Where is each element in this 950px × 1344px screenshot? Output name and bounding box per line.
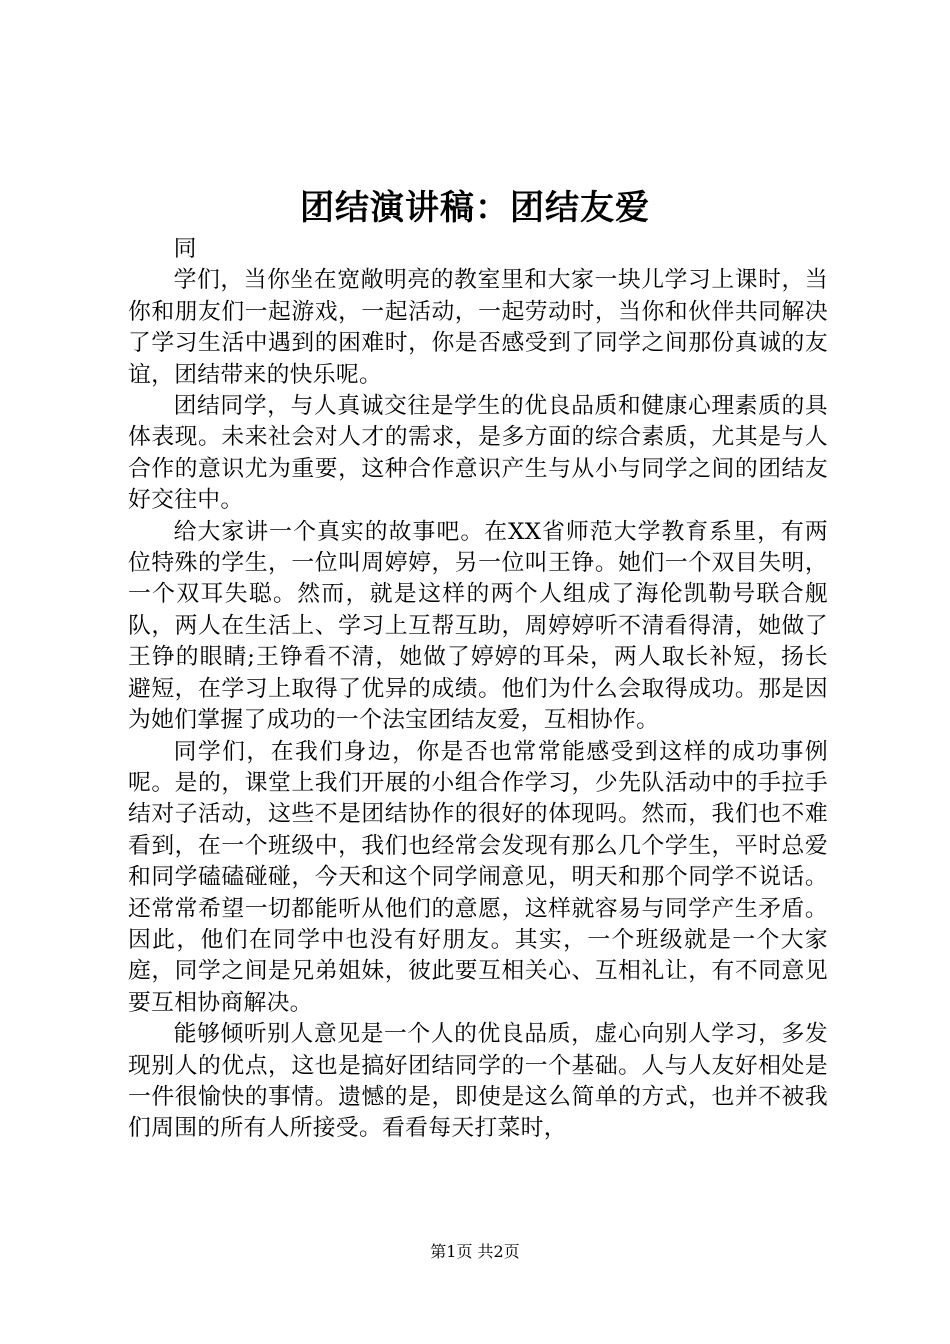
page-footer: 第1页 共2页 (430, 1242, 520, 1261)
paragraph-3: 团结同学，与人真诚交往是学生的优良品质和健康心理素质的具体表现。未来社会对人才的需求，是多方面的综合素质，尤其是与人合作的意识尤为重要，这种合作意识产生与从小与同学之间的团结友好交往中。 (128, 393, 828, 514)
paragraph-5: 同学们，在我们身边，你是否也常常能感受到这样的成功事例呢。是的，课堂上我们开展的小组合作学习，少先队活动中的手拉手结对子活动，这些不是团结协作的很好的体现吗。然而，我们也不难看到，在一个班级中，我们也经常会发现有那么几个学生，平时总爱和同学磕磕碰碰，今天和这个同学闹意见，明天和那个同学不说话。还常常希望一切都能听从他们的意愿，这样就容易与同学产生矛盾。因此，他们在同学中也没有好朋友。其实，一个班级就是一个大家庭，同学之间是兄弟姐妹，彼此要互相关心、互相礼让，有不同意见要互相协商解决。 (128, 738, 828, 1016)
page-title: 团结演讲稿：团结友爱 (300, 188, 650, 228)
paragraph-1: 同 (173, 236, 197, 262)
paragraph-6: 能够倾听别人意见是一个人的优良品质，虚心向别人学习，多发现别人的优点，这也是搞好团结同学的一个基础。人与人友好相处是一件很愉快的事情。遗憾的是，即使是这么简单的方式，也并不被我们周围的所有人所接受。看看每天打菜时， (128, 1021, 828, 1142)
document-body (128, 234, 828, 1145)
paragraph-2: 学们，当你坐在宽敞明亮的教室里和大家一块儿学习上课时，当你和朋友们一起游戏，一起活动，一起劳动时，当你和伙伴共同解决了学习生活中遇到的困难时，你是否感受到了同学之间那份真诚的友谊，团结带来的快乐呢。 (128, 267, 828, 388)
paragraph-4: 给大家讲一个真实的故事吧。在XX省师范大学教育系里，有两位特殊的学生，一位叫周婷婷，另一位叫王铮。她们一个双目失明，一个双耳失聪。然而，就是这样的两个人组成了海伦凯勒号联合舰队，两人在生活上、学习上互帮互助，周婷婷听不清看得清，她做了王铮的眼睛;王铮看不清，她做了婷婷的耳朵，两人取长补短，扬长避短，在学习上取得了优异的成绩。他们为什么会取得成功。那是因为她们掌握了成功的一个法宝团结友爱，互相协作。 (128, 518, 828, 734)
